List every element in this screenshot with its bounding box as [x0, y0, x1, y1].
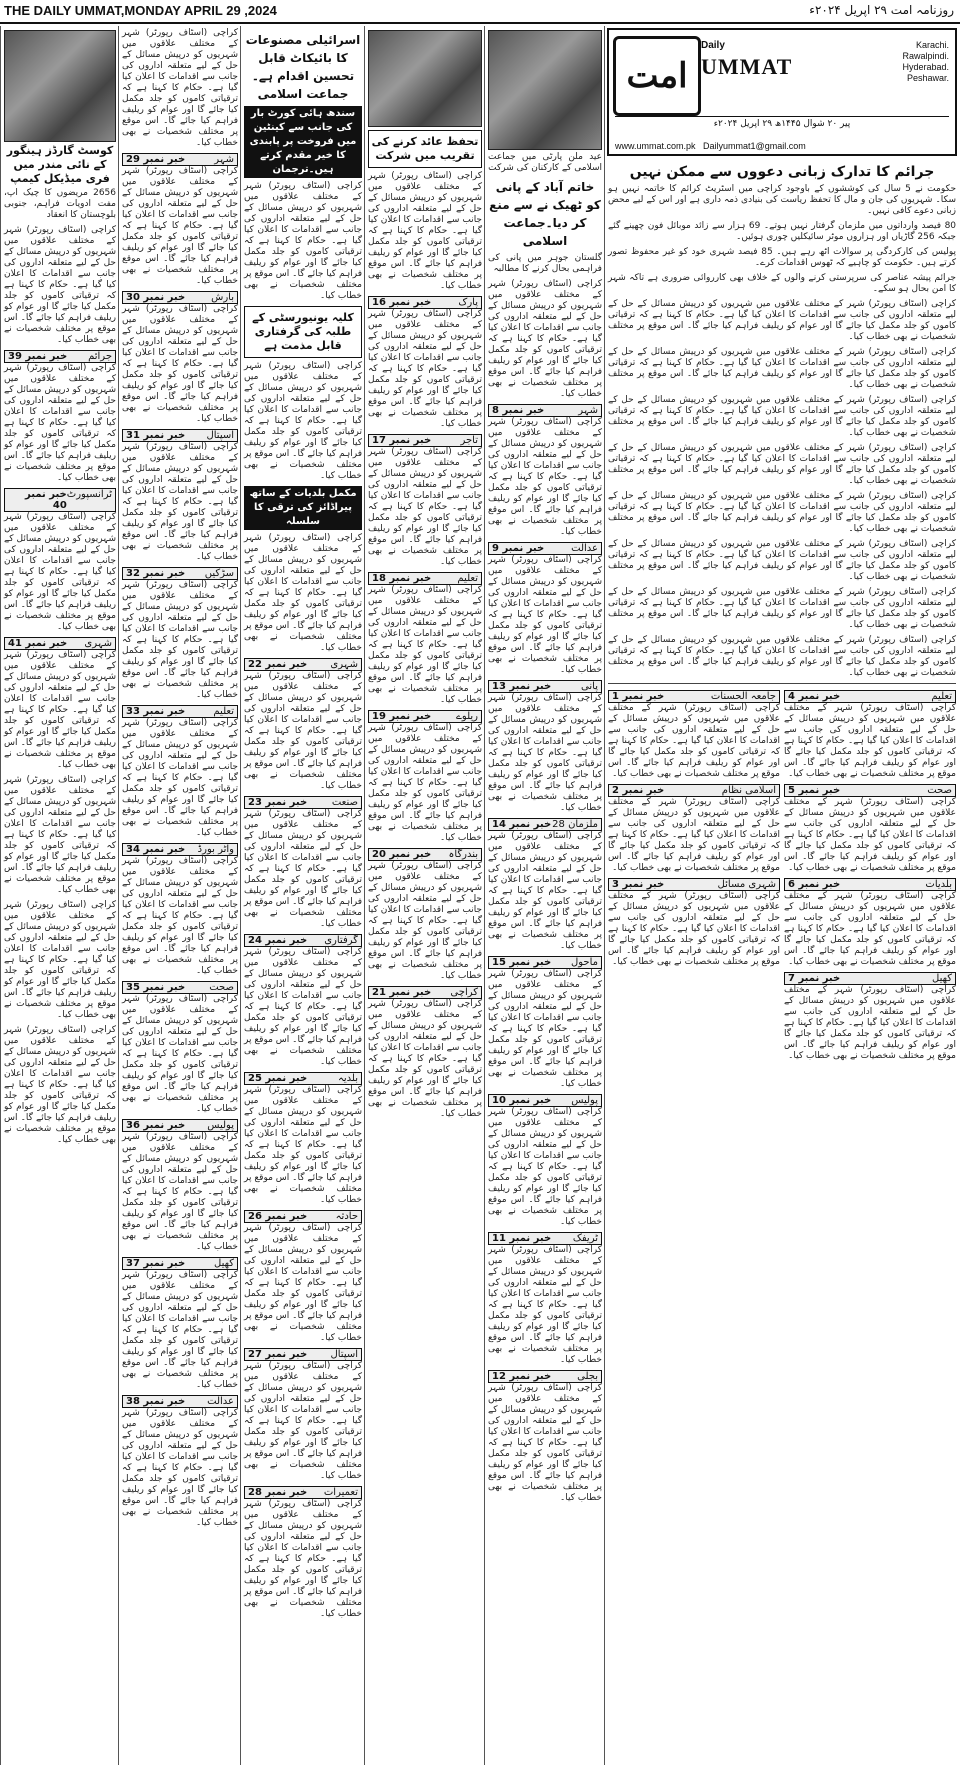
brief-24: خبر نمبر 24 گرفتاری کراچی (اسٹاف رپورٹر) شہر کے مختلف علاقوں میں شہریوں کو درپیش مسائل کے حل کے لیے متعلقہ اداروں کی جانب سے اقدامات کا اعلان کیا گیا ہے۔ حکام کا کہنا ہے کہ ترقیاتی کاموں کو جلد مکمل کیا جائے گا اور عوام کو ریلیف فراہم کیا جائے گا۔ اس موقع پر مختلف شخصیات نے بھی خطاب کیا۔ [244, 935, 362, 1067]
brief-37: خبر نمبر 37 کھیل کراچی (اسٹاف رپورٹر) شہر کے مختلف علاقوں میں شہریوں کو درپیش مسائل کے حل کے لیے متعلقہ اداروں کی جانب سے اقدامات کا اعلان کیا گیا ہے۔ حکام کا کہنا ہے کہ ترقیاتی کاموں کو جلد مکمل کیا جائے گا اور عوام کو ریلیف فراہم کیا جائے گا۔ اس موقع پر مختلف شخصیات نے بھی خطاب کیا۔ [122, 1258, 238, 1390]
development-sub: مکمل بلدیات کے ساتھ پیراڈائز کی ترقی کا سلسلہ [244, 486, 362, 530]
brief-32: خبر نمبر 32 سڑکیں کراچی (اسٹاف رپورٹر) شہر کے مختلف علاقوں میں شہریوں کو درپیش مسائل کے حل کے لیے متعلقہ اداروں کی جانب سے اقدامات کا اعلان کیا گیا ہے۔ حکام کا کہنا ہے کہ ترقیاتی کاموں کو جلد مکمل کیا جائے گا اور عوام کو ریلیف فراہم کیا جائے گا۔ اس موقع پر مختلف شخصیات نے بھی خطاب کیا۔ [122, 568, 238, 700]
masthead-daily: Daily [701, 40, 725, 51]
masthead-date: پیر ۲۰ شوال ۱۴۴۵ھ ۲۹ اپریل ۲۰۲۴ء [615, 116, 949, 129]
brief-18: خبر نمبر 18 تعلیم کراچی (اسٹاف رپورٹر) شہر کے مختلف علاقوں میں شہریوں کو درپیش مسائل کے حل کے لیے متعلقہ اداروں کی جانب سے اقدامات کا اعلان کیا گیا ہے۔ حکام کا کہنا ہے کہ ترقیاتی کاموں کو جلد مکمل کیا جائے گا اور عوام کو ریلیف فراہم کیا جائے گا۔ اس موقع پر مختلف شخصیات نے بھی خطاب کیا۔ [368, 573, 482, 705]
editorial-para: پولیس کی کارکردگی پر سوالات اٹھ رہے ہیں۔ 85 فیصد شہری خود کو غیر محفوظ تصور کرتے ہیں۔ حکومت کو چاہیے کہ ٹھوس اقدامات کرے۔ [608, 247, 956, 268]
editorial-para: جرائم پیشہ عناصر کی سرپرستی کرنے والوں کے خلاف بھی کارروائی ضروری ہے تاکہ شہر کا امن بحال ہو سکے۔ [608, 273, 956, 294]
page-header [0, 0, 960, 24]
brief-19: خبر نمبر 19 ریلوے کراچی (اسٹاف رپورٹر) شہر کے مختلف علاقوں میں شہریوں کو درپیش مسائل کے حل کے لیے متعلقہ اداروں کی جانب سے اقدامات کا اعلان کیا گیا ہے۔ حکام کا کہنا ہے کہ ترقیاتی کاموں کو جلد مکمل کیا جائے گا اور عوام کو ریلیف فراہم کیا جائے گا۔ اس موقع پر مختلف شخصیات نے بھی خطاب کیا۔ [368, 711, 482, 843]
brief-41: خبر نمبر 41 شہری کراچی (اسٹاف رپورٹر) شہر کے مختلف علاقوں میں شہریوں کو درپیش مسائل کے حل کے لیے متعلقہ اداروں کی جانب سے اقدامات کا اعلان کیا گیا ہے۔ حکام کا کہنا ہے کہ ترقیاتی کاموں کو جلد مکمل کیا جائے گا اور عوام کو ریلیف فراہم کیا جائے گا۔ اس موقع پر مختلف شخصیات نے بھی خطاب کیا۔ کراچی (اسٹاف رپورٹر) شہر کے مختلف علاقوں میں شہریوں کو درپیش مسائل کے حل کے لیے متعلقہ اداروں کی جانب سے اقدامات کا اعلان کیا گیا ہے۔ حکام کا کہنا ہے کہ ترقیاتی کاموں کو جلد مکمل کیا جائے گا اور عوام کو ریلیف فراہم کیا جائے گا۔ اس موقع پر مختلف شخصیات نے بھی خطاب کیا۔ کراچی (اسٹاف رپورٹر) شہر کے مختلف علاقوں میں شہریوں کو درپیش مسائل کے حل کے لیے متعلقہ اداروں کی جانب سے اقدامات کا اعلان کیا گیا ہے۔ حکام کا کہنا ہے کہ ترقیاتی کاموں کو جلد مکمل کیا جائے گا اور عوام کو ریلیف فراہم کیا جائے گا۔ اس موقع پر مختلف شخصیات نے بھی خطاب کیا۔ کراچی (اسٹاف رپورٹر) شہر کے مختلف علاقوں میں شہریوں کو درپیش مسائل کے حل کے لیے متعلقہ اداروں کی جانب سے اقدامات کا اعلان کیا گیا ہے۔ حکام کا کہنا ہے کہ ترقیاتی کاموں کو جلد مکمل کیا جائے گا اور عوام کو ریلیف فراہم کیا جائے گا۔ اس موقع پر مختلف شخصیات نے بھی خطاب کیا۔ [4, 638, 116, 1145]
column-4: تحفظ عائد کرنے کی تقریب میں شرکت کراچی (اسٹاف رپورٹر) شہر کے مختلف علاقوں میں شہریوں کو درپیش مسائل کے حل کے لیے متعلقہ اداروں کی جانب سے اقدامات کا اعلان کیا گیا ہے۔ حکام کا کہنا ہے کہ ترقیاتی کاموں کو جلد مکمل کیا جائے گا اور عوام کو ریلیف فراہم کیا جائے گا۔ اس موقع پر مختلف شخصیات نے بھی خطاب کیا۔ خبر نمبر 16 پارک کراچی (اسٹاف رپورٹر) شہر کے مختلف علاقوں میں شہریوں کو درپیش مسائل کے حل کے لیے متعلقہ اداروں کی جانب سے اقدامات کا اعلان کیا گیا ہے۔ حکام کا کہنا ہے کہ ترقیاتی کاموں کو جلد مکمل کیا جائے گا اور عوام کو ریلیف فراہم کیا جائے گا۔ اس موقع پر مختلف شخصیات نے بھی خطاب کیا۔ خبر نمبر 17 تاجر کراچی (اسٹاف رپورٹر) شہر کے مختلف علاقوں میں شہریوں کو درپیش مسائل کے حل کے لیے متعلقہ اداروں کی جانب سے اقدامات کا اعلان کیا گیا ہے۔ حکام کا کہنا ہے کہ ترقیاتی کاموں کو جلد مکمل کیا جائے گا اور عوام کو ریلیف فراہم کیا جائے گا۔ اس موقع پر مختلف شخصیات نے بھی خطاب کیا۔ خبر نمبر 18 تعلیم کراچی (اسٹاف رپورٹر) شہر کے مختلف علاقوں میں شہریوں کو درپیش مسائل کے حل کے لیے متعلقہ اداروں کی جانب سے اقدامات کا اعلان کیا گیا ہے۔ حکام کا کہنا ہے کہ ترقیاتی کاموں کو جلد مکمل کیا جائے گا اور عوام کو ریلیف فراہم کیا جائے گا۔ اس موقع پر مختلف شخصیات نے بھی خطاب کیا۔ خبر نمبر 19 ریلوے کراچی (اسٹاف رپورٹر) شہر کے مختلف علاقوں میں شہریوں کو درپیش مسائل کے حل کے لیے متعلقہ اداروں کی جانب سے اقدامات کا اعلان کیا گیا ہے۔ حکام کا کہنا ہے کہ ترقیاتی کاموں کو جلد مکمل کیا جائے گا اور عوام کو ریلیف فراہم کیا جائے گا۔ اس موقع پر مختلف شخصیات نے بھی خطاب کیا۔ خبر نمبر 20 بندرگاہ کراچی (اسٹاف رپورٹر) شہر کے مختلف علاقوں میں شہریوں کو درپیش مسائل کے حل کے لیے متعلقہ اداروں کی جانب سے اقدامات کا اعلان کیا گیا ہے۔ حکام کا کہنا ہے کہ ترقیاتی کاموں کو جلد مکمل کیا جائے گا اور عوام کو ریلیف فراہم کیا جائے گا۔ اس موقع پر مختلف شخصیات نے بھی خطاب کیا۔ خبر نمبر 21 کراچی کراچی (اسٹاف رپورٹر) شہر کے مختلف علاقوں میں شہریوں کو درپیش مسائل کے حل کے لیے متعلقہ اداروں کی جانب سے اقدامات کا اعلان کیا گیا ہے۔ حکام کا کہنا ہے کہ ترقیاتی کاموں کو جلد مکمل کیا جائے گا اور عوام کو ریلیف فراہم کیا جائے گا۔ اس موقع پر مختلف شخصیات نے بھی خطاب کیا۔ [364, 26, 485, 1765]
brief-1: خبر نمبر 1 جامعہ الحسنات کراچی (اسٹاف رپورٹر) شہر کے مختلف علاقوں میں شہریوں کو درپیش مسائل کے حل کے لیے متعلقہ اداروں کی جانب سے اقدامات کا اعلان کیا گیا ہے۔ حکام کا کہنا ہے کہ ترقیاتی کاموں کو جلد مکمل کیا جائے گا اور عوام کو ریلیف فراہم کیا جائے گا۔ اس موقع پر مختلف شخصیات نے بھی خطاب کیا۔ [608, 691, 780, 779]
brief-25: خبر نمبر 25 بلدیہ کراچی (اسٹاف رپورٹر) شہر کے مختلف علاقوں میں شہریوں کو درپیش مسائل کے حل کے لیے متعلقہ اداروں کی جانب سے اقدامات کا اعلان کیا گیا ہے۔ حکام کا کہنا ہے کہ ترقیاتی کاموں کو جلد مکمل کیا جائے گا اور عوام کو ریلیف فراہم کیا جائے گا۔ اس موقع پر مختلف شخصیات نے بھی خطاب کیا۔ [244, 1073, 362, 1205]
ceremony-box: تحفظ عائد کرنے کی تقریب میں شرکت [368, 130, 482, 168]
brief-15: خبر نمبر 15 ماحول کراچی (اسٹاف رپورٹر) شہر کے مختلف علاقوں میں شہریوں کو درپیش مسائل کے حل کے لیے متعلقہ اداروں کی جانب سے اقدامات کا اعلان کیا گیا ہے۔ حکام کا کہنا ہے کہ ترقیاتی کاموں کو جلد مکمل کیا جائے گا اور عوام کو ریلیف فراہم کیا جائے گا۔ اس موقع پر مختلف شخصیات نے بھی خطاب کیا۔ [488, 957, 602, 1089]
column-6: امت Daily UMMAT Karachi. Rawalpindi. Hyderabad. Peshawar. پیر ۲۰ شوال ۱۴۴۵ھ ۲۹ اپریل ۲۰۲۴ء www.ummat.com.pk Dailyummat1@gmail.com جرائم کا تدارک زبانی دعووں سے ممکن نہیں حکومت نے 5 سال کی کوششوں کے باوجود کراچی میں اسٹریٹ کرائم کا خاتمہ نہیں ہو سکا۔ شہریوں کی جان و مال کا تحفظ ریاست کی بنیادی ذمہ داری ہے اور اس کے لیے محض زبانی دعوے کافی نہیں۔ 80 فیصد وارداتوں میں ملزمان گرفتار نہیں ہوتے۔ 69 ہزار سے زائد موبائل فون چھینے گئے جبکہ 256 گاڑیاں اور ہزاروں موٹر سائیکلیں چوری ہوئیں۔ پولیس کی کارکردگی پر سوالات اٹھ رہے ہیں۔ 85 فیصد شہری خود کو غیر محفوظ تصور کرتے ہیں۔ حکومت کو چاہیے کہ ٹھوس اقدامات کرے۔ جرائم پیشہ عناصر کی سرپرستی کرنے والوں کے خلاف بھی کارروائی ضروری ہے تاکہ شہر کا امن بحال ہو سکے۔ کراچی (اسٹاف رپورٹر) شہر کے مختلف علاقوں میں شہریوں کو درپیش مسائل کے حل کے لیے متعلقہ اداروں کی جانب سے اقدامات کا اعلان کیا گیا ہے۔ حکام کا کہنا ہے کہ ترقیاتی کاموں کو جلد مکمل کیا جائے گا اور عوام کو ریلیف فراہم کیا جائے گا۔ اس موقع پر مختلف شخصیات نے بھی خطاب کیا۔ کراچی (اسٹاف رپورٹر) شہر کے مختلف علاقوں میں شہریوں کو درپیش مسائل کے حل کے لیے متعلقہ اداروں کی جانب سے اقدامات کا اعلان کیا گیا ہے۔ حکام کا کہنا ہے کہ ترقیاتی کاموں کو جلد مکمل کیا جائے گا اور عوام کو ریلیف فراہم کیا جائے گا۔ اس موقع پر مختلف شخصیات نے بھی خطاب کیا۔ کراچی (اسٹاف رپورٹر) شہر کے مختلف علاقوں میں شہریوں کو درپیش مسائل کے حل کے لیے متعلقہ اداروں کی جانب سے اقدامات کا اعلان کیا گیا ہے۔ حکام کا کہنا ہے کہ ترقیاتی کاموں کو جلد مکمل کیا جائے گا اور عوام کو ریلیف فراہم کیا جائے گا۔ اس موقع پر مختلف شخصیات نے بھی خطاب کیا۔ کراچی (اسٹاف رپورٹر) شہر کے مختلف علاقوں میں شہریوں کو درپیش مسائل کے حل کے لیے متعلقہ اداروں کی جانب سے اقدامات کا اعلان کیا گیا ہے۔ حکام کا کہنا ہے کہ ترقیاتی کاموں کو جلد مکمل کیا جائے گا اور عوام کو ریلیف فراہم کیا جائے گا۔ اس موقع پر مختلف شخصیات نے بھی خطاب کیا۔ کراچی (اسٹاف رپورٹر) شہر کے مختلف علاقوں میں شہریوں کو درپیش مسائل کے حل کے لیے متعلقہ اداروں کی جانب سے اقدامات کا اعلان کیا گیا ہے۔ حکام کا کہنا ہے کہ ترقیاتی کاموں کو جلد مکمل کیا جائے گا اور عوام کو ریلیف فراہم کیا جائے گا۔ اس موقع پر مختلف شخصیات نے بھی خطاب کیا۔ کراچی (اسٹاف رپورٹر) شہر کے مختلف علاقوں میں شہریوں کو درپیش مسائل کے حل کے لیے متعلقہ اداروں کی جانب سے اقدامات کا اعلان کیا گیا ہے۔ حکام کا کہنا ہے کہ ترقیاتی کاموں کو جلد مکمل کیا جائے گا اور عوام کو ریلیف فراہم کیا جائے گا۔ اس موقع پر مختلف شخصیات نے بھی خطاب کیا۔ کراچی (اسٹاف رپورٹر) شہر کے مختلف علاقوں میں شہریوں کو درپیش مسائل کے حل کے لیے متعلقہ اداروں کی جانب سے اقدامات کا اعلان کیا گیا ہے۔ حکام کا کہنا ہے کہ ترقیاتی کاموں کو جلد مکمل کیا جائے گا اور عوام کو ریلیف فراہم کیا جائے گا۔ اس موقع پر مختلف شخصیات نے بھی خطاب کیا۔ کراچی (اسٹاف رپورٹر) شہر کے مختلف علاقوں میں شہریوں کو درپیش مسائل کے حل کے لیے متعلقہ اداروں کی جانب سے اقدامات کا اعلان کیا گیا ہے۔ حکام کا کہنا ہے کہ ترقیاتی کاموں کو جلد مکمل کیا جائے گا اور عوام کو ریلیف فراہم کیا جائے گا۔ اس موقع پر مختلف شخصیات نے بھی خطاب کیا۔ خبر نمبر 1 جامعہ الحسنات کراچی (اسٹاف رپورٹر) شہر کے مختلف علاقوں میں شہریوں کو درپیش مسائل کے حل کے لیے متعلقہ اداروں کی جانب سے اقدامات کا اعلان کیا گیا ہے۔ حکام کا کہنا ہے کہ ترقیاتی کاموں کو جلد مکمل کیا جائے گا اور عوام کو ریلیف فراہم کیا جائے گا۔ اس موقع پر مختلف شخصیات نے بھی خطاب کیا۔ خبر نمبر 2 اسلامی نظام کراچی (اسٹاف رپورٹر) شہر کے مختلف علاقوں میں شہریوں کو درپیش مسائل کے حل کے لیے متعلقہ اداروں کی جانب سے اقدامات کا اعلان کیا گیا ہے۔ حکام کا کہنا ہے کہ ترقیاتی کاموں کو جلد مکمل کیا جائے گا اور عوام کو ریلیف فراہم کیا جائے گا۔ اس موقع پر مختلف شخصیات نے بھی خطاب کیا۔ خبر نمبر 3 شہری مسائل کراچی (اسٹاف رپورٹر) شہر کے مختلف علاقوں میں شہریوں کو درپیش مسائل کے حل کے لیے متعلقہ اداروں کی جانب سے اقدامات کا اعلان کیا گیا ہے۔ حکام کا کہنا ہے کہ ترقیاتی کاموں کو جلد مکمل کیا جائے گا اور عوام کو ریلیف فراہم کیا جائے گا۔ اس موقع پر مختلف شخصیات نے بھی خطاب کیا۔ خبر نمبر 4 تعلیم کراچی (اسٹاف رپورٹر) شہر کے مختلف علاقوں میں شہریوں کو درپیش مسائل کے حل کے لیے متعلقہ اداروں کی جانب سے اقدامات کا اعلان کیا گیا ہے۔ حکام کا کہنا ہے کہ ترقیاتی کاموں کو جلد مکمل کیا جائے گا اور عوام کو ریلیف فراہم کیا جائے گا۔ اس موقع پر مختلف شخصیات نے بھی خطاب کیا۔ خبر نمبر 5 صحت کراچی (اسٹاف رپورٹر) شہر کے مختلف علاقوں میں شہریوں کو درپیش مسائل کے حل کے لیے متعلقہ اداروں کی جانب سے اقدامات کا اعلان کیا گیا ہے۔ حکام کا کہنا ہے کہ ترقیاتی کاموں کو جلد مکمل کیا جائے گا اور عوام کو ریلیف فراہم کیا جائے گا۔ اس موقع پر مختلف شخصیات نے بھی خطاب کیا۔ خبر نمبر 6 بلدیات کراچی (اسٹاف رپورٹر) شہر کے مختلف علاقوں میں شہریوں کو درپیش مسائل کے حل کے لیے متعلقہ اداروں کی جانب سے اقدامات کا اعلان کیا گیا ہے۔ حکام کا کہنا ہے کہ ترقیاتی کاموں کو جلد مکمل کیا جائے گا اور عوام کو ریلیف فراہم کیا جائے گا۔ اس موقع پر مختلف شخصیات نے بھی خطاب کیا۔ خبر نمبر 7 کھیل کراچی (اسٹاف رپورٹر) شہر کے مختلف علاقوں میں شہریوں کو درپیش مسائل کے حل کے لیے متعلقہ اداروں کی جانب سے اقدامات کا اعلان کیا گیا ہے۔ حکام کا کہنا ہے کہ ترقیاتی کاموں کو جلد مکمل کیا جائے گا اور عوام کو ریلیف فراہم کیا جائے گا۔ اس موقع پر مختلف شخصیات نے بھی خطاب کیا۔ [604, 26, 959, 1765]
masthead-cities: Karachi. Rawalpindi. Hyderabad. Peshawar. [902, 40, 949, 83]
masthead [607, 28, 957, 156]
header-date-english: THE DAILY UMMAT,MONDAY APRIL 29 ,2024 [4, 3, 277, 18]
coast-guard-headline: کوسٹ گارڈز ہینگور کے نائی مندر میں فری میڈیکل کیمپ [6, 144, 114, 185]
header-date-urdu: روزنامہ امت ۲۹ اپریل ۲۰۲۴ء [809, 3, 954, 17]
brief-6: خبر نمبر 6 بلدیات کراچی (اسٹاف رپورٹر) شہر کے مختلف علاقوں میں شہریوں کو درپیش مسائل کے حل کے لیے متعلقہ اداروں کی جانب سے اقدامات کا اعلان کیا گیا ہے۔ حکام کا کہنا ہے کہ ترقیاتی کاموں کو جلد مکمل کیا جائے گا اور عوام کو ریلیف فراہم کیا جائے گا۔ اس موقع پر مختلف شخصیات نے بھی خطاب کیا۔ [784, 879, 956, 967]
brief-label: خبر نمبر 39 جرائم [4, 350, 116, 363]
brief-3: خبر نمبر 3 شہری مسائل کراچی (اسٹاف رپورٹر) شہر کے مختلف علاقوں میں شہریوں کو درپیش مسائل کے حل کے لیے متعلقہ اداروں کی جانب سے اقدامات کا اعلان کیا گیا ہے۔ حکام کا کہنا ہے کہ ترقیاتی کاموں کو جلد مکمل کیا جائے گا اور عوام کو ریلیف فراہم کیا جائے گا۔ اس موقع پر مختلف شخصیات نے بھی خطاب کیا۔ [608, 879, 780, 967]
brief-4: خبر نمبر 4 تعلیم کراچی (اسٹاف رپورٹر) شہر کے مختلف علاقوں میں شہریوں کو درپیش مسائل کے حل کے لیے متعلقہ اداروں کی جانب سے اقدامات کا اعلان کیا گیا ہے۔ حکام کا کہنا ہے کہ ترقیاتی کاموں کو جلد مکمل کیا جائے گا اور عوام کو ریلیف فراہم کیا جائے گا۔ اس موقع پر مختلف شخصیات نے بھی خطاب کیا۔ [784, 691, 956, 779]
brief-23: خبر نمبر 23 صنعت کراچی (اسٹاف رپورٹر) شہر کے مختلف علاقوں میں شہریوں کو درپیش مسائل کے حل کے لیے متعلقہ اداروں کی جانب سے اقدامات کا اعلان کیا گیا ہے۔ حکام کا کہنا ہے کہ ترقیاتی کاموں کو جلد مکمل کیا جائے گا اور عوام کو ریلیف فراہم کیا جائے گا۔ اس موقع پر مختلف شخصیات نے بھی خطاب کیا۔ [244, 797, 362, 929]
brief-9: خبر نمبر 9 عدالت کراچی (اسٹاف رپورٹر) شہر کے مختلف علاقوں میں شہریوں کو درپیش مسائل کے حل کے لیے متعلقہ اداروں کی جانب سے اقدامات کا اعلان کیا گیا ہے۔ حکام کا کہنا ہے کہ ترقیاتی کاموں کو جلد مکمل کیا جائے گا اور عوام کو ریلیف فراہم کیا جائے گا۔ اس موقع پر مختلف شخصیات نے بھی خطاب کیا۔ [488, 543, 602, 675]
brief-10: خبر نمبر 10 پولیس کراچی (اسٹاف رپورٹر) شہر کے مختلف علاقوں میں شہریوں کو درپیش مسائل کے حل کے لیے متعلقہ اداروں کی جانب سے اقدامات کا اعلان کیا گیا ہے۔ حکام کا کہنا ہے کہ ترقیاتی کاموں کو جلد مکمل کیا جائے گا اور عوام کو ریلیف فراہم کیا جائے گا۔ اس موقع پر مختلف شخصیات نے بھی خطاب کیا۔ [488, 1095, 602, 1227]
brief-34: خبر نمبر 34 واٹر بورڈ کراچی (اسٹاف رپورٹر) شہر کے مختلف علاقوں میں شہریوں کو درپیش مسائل کے حل کے لیے متعلقہ اداروں کی جانب سے اقدامات کا اعلان کیا گیا ہے۔ حکام کا کہنا ہے کہ ترقیاتی کاموں کو جلد مکمل کیا جائے گا اور عوام کو ریلیف فراہم کیا جائے گا۔ اس موقع پر مختلف شخصیات نے بھی خطاب کیا۔ [122, 844, 238, 976]
masthead-website: www.ummat.com.pk Dailyummat1@gmail.com [615, 141, 806, 151]
brief-2: خبر نمبر 2 اسلامی نظام کراچی (اسٹاف رپورٹر) شہر کے مختلف علاقوں میں شہریوں کو درپیش مسائل کے حل کے لیے متعلقہ اداروں کی جانب سے اقدامات کا اعلان کیا گیا ہے۔ حکام کا کہنا ہے کہ ترقیاتی کاموں کو جلد مکمل کیا جائے گا اور عوام کو ریلیف فراہم کیا جائے گا۔ اس موقع پر مختلف شخصیات نے بھی خطاب کیا۔ [608, 785, 780, 873]
brief-8: خبر نمبر 8 شہر کراچی (اسٹاف رپورٹر) شہر کے مختلف علاقوں میں شہریوں کو درپیش مسائل کے حل کے لیے متعلقہ اداروں کی جانب سے اقدامات کا اعلان کیا گیا ہے۔ حکام کا کہنا ہے کہ ترقیاتی کاموں کو جلد مکمل کیا جائے گا اور عوام کو ریلیف فراہم کیا جائے گا۔ اس موقع پر مختلف شخصیات نے بھی خطاب کیا۔ [488, 405, 602, 537]
ummat-logo: امت [613, 36, 701, 116]
press-conference-photo [368, 30, 482, 127]
masthead-title: UMMAT [701, 54, 793, 79]
brief-35: خبر نمبر 35 صحت کراچی (اسٹاف رپورٹر) شہر کے مختلف علاقوں میں شہریوں کو درپیش مسائل کے حل کے لیے متعلقہ اداروں کی جانب سے اقدامات کا اعلان کیا گیا ہے۔ حکام کا کہنا ہے کہ ترقیاتی کاموں کو جلد مکمل کیا جائے گا اور عوام کو ریلیف فراہم کیا جائے گا۔ اس موقع پر مختلف شخصیات نے بھی خطاب کیا۔ [122, 982, 238, 1114]
water-sub: گلستان جوہر میں پانی کی فراہمی بحال کرنے کا مطالبہ [488, 253, 602, 274]
boycott-headline: اسرائیلی مصنوعات کا بائیکاٹ قابل تحسین اقدام ہے۔جماعت اسلامی [245, 33, 361, 101]
rally-caption: عید ملن پارٹی میں جماعت اسلامی کے کارکنان کی شرکت [488, 152, 602, 173]
brief-28: خبر نمبر 28 تعمیرات کراچی (اسٹاف رپورٹر) شہر کے مختلف علاقوں میں شہریوں کو درپیش مسائل کے حل کے لیے متعلقہ اداروں کی جانب سے اقدامات کا اعلان کیا گیا ہے۔ حکام کا کہنا ہے کہ ترقیاتی کاموں کو جلد مکمل کیا جائے گا اور عوام کو ریلیف فراہم کیا جائے گا۔ اس موقع پر مختلف شخصیات نے بھی خطاب کیا۔ [244, 1487, 362, 1619]
brief-label: خبر نمبر 41 شہری [4, 637, 116, 650]
brief-20: خبر نمبر 20 بندرگاہ کراچی (اسٹاف رپورٹر) شہر کے مختلف علاقوں میں شہریوں کو درپیش مسائل کے حل کے لیے متعلقہ اداروں کی جانب سے اقدامات کا اعلان کیا گیا ہے۔ حکام کا کہنا ہے کہ ترقیاتی کاموں کو جلد مکمل کیا جائے گا اور عوام کو ریلیف فراہم کیا جائے گا۔ اس موقع پر مختلف شخصیات نے بھی خطاب کیا۔ [368, 849, 482, 981]
brief-11: خبر نمبر 11 ٹریفک کراچی (اسٹاف رپورٹر) شہر کے مختلف علاقوں میں شہریوں کو درپیش مسائل کے حل کے لیے متعلقہ اداروں کی جانب سے اقدامات کا اعلان کیا گیا ہے۔ حکام کا کہنا ہے کہ ترقیاتی کاموں کو جلد مکمل کیا جائے گا اور عوام کو ریلیف فراہم کیا جائے گا۔ اس موقع پر مختلف شخصیات نے بھی خطاب کیا۔ [488, 1233, 602, 1365]
brief-12: خبر نمبر 12 بجلی کراچی (اسٹاف رپورٹر) شہر کے مختلف علاقوں میں شہریوں کو درپیش مسائل کے حل کے لیے متعلقہ اداروں کی جانب سے اقدامات کا اعلان کیا گیا ہے۔ حکام کا کہنا ہے کہ ترقیاتی کاموں کو جلد مکمل کیا جائے گا اور عوام کو ریلیف فراہم کیا جائے گا۔ اس موقع پر مختلف شخصیات نے بھی خطاب کیا۔ [488, 1371, 602, 1503]
column-3: اسرائیلی مصنوعات کا بائیکاٹ قابل تحسین اقدام ہے۔جماعت اسلامی سندھ ہائی کورٹ بار کی جانب سے کینٹین میں فروخت پر پابندی کا خیر مقدم کرتے ہیں۔ترجمان کراچی (اسٹاف رپورٹر) شہر کے مختلف علاقوں میں شہریوں کو درپیش مسائل کے حل کے لیے متعلقہ اداروں کی جانب سے اقدامات کا اعلان کیا گیا ہے۔ حکام کا کہنا ہے کہ ترقیاتی کاموں کو جلد مکمل کیا جائے گا اور عوام کو ریلیف فراہم کیا جائے گا۔ اس موقع پر مختلف شخصیات نے بھی خطاب کیا۔ کلیہ یونیورسٹی کے طلبہ کی گرفتاری قابل مذمت ہے کراچی (اسٹاف رپورٹر) شہر کے مختلف علاقوں میں شہریوں کو درپیش مسائل کے حل کے لیے متعلقہ اداروں کی جانب سے اقدامات کا اعلان کیا گیا ہے۔ حکام کا کہنا ہے کہ ترقیاتی کاموں کو جلد مکمل کیا جائے گا اور عوام کو ریلیف فراہم کیا جائے گا۔ اس موقع پر مختلف شخصیات نے بھی خطاب کیا۔ مکمل بلدیات کے ساتھ پیراڈائز کی ترقی کا سلسلہ کراچی (اسٹاف رپورٹر) شہر کے مختلف علاقوں میں شہریوں کو درپیش مسائل کے حل کے لیے متعلقہ اداروں کی جانب سے اقدامات کا اعلان کیا گیا ہے۔ حکام کا کہنا ہے کہ ترقیاتی کاموں کو جلد مکمل کیا جائے گا اور عوام کو ریلیف فراہم کیا جائے گا۔ اس موقع پر مختلف شخصیات نے بھی خطاب کیا۔ خبر نمبر 22 شہری کراچی (اسٹاف رپورٹر) شہر کے مختلف علاقوں میں شہریوں کو درپیش مسائل کے حل کے لیے متعلقہ اداروں کی جانب سے اقدامات کا اعلان کیا گیا ہے۔ حکام کا کہنا ہے کہ ترقیاتی کاموں کو جلد مکمل کیا جائے گا اور عوام کو ریلیف فراہم کیا جائے گا۔ اس موقع پر مختلف شخصیات نے بھی خطاب کیا۔ خبر نمبر 23 صنعت کراچی (اسٹاف رپورٹر) شہر کے مختلف علاقوں میں شہریوں کو درپیش مسائل کے حل کے لیے متعلقہ اداروں کی جانب سے اقدامات کا اعلان کیا گیا ہے۔ حکام کا کہنا ہے کہ ترقیاتی کاموں کو جلد مکمل کیا جائے گا اور عوام کو ریلیف فراہم کیا جائے گا۔ اس موقع پر مختلف شخصیات نے بھی خطاب کیا۔ خبر نمبر 24 گرفتاری کراچی (اسٹاف رپورٹر) شہر کے مختلف علاقوں میں شہریوں کو درپیش مسائل کے حل کے لیے متعلقہ اداروں کی جانب سے اقدامات کا اعلان کیا گیا ہے۔ حکام کا کہنا ہے کہ ترقیاتی کاموں کو جلد مکمل کیا جائے گا اور عوام کو ریلیف فراہم کیا جائے گا۔ اس موقع پر مختلف شخصیات نے بھی خطاب کیا۔ خبر نمبر 25 بلدیہ کراچی (اسٹاف رپورٹر) شہر کے مختلف علاقوں میں شہریوں کو درپیش مسائل کے حل کے لیے متعلقہ اداروں کی جانب سے اقدامات کا اعلان کیا گیا ہے۔ حکام کا کہنا ہے کہ ترقیاتی کاموں کو جلد مکمل کیا جائے گا اور عوام کو ریلیف فراہم کیا جائے گا۔ اس موقع پر مختلف شخصیات نے بھی خطاب کیا۔ خبر نمبر 26 حادثہ کراچی (اسٹاف رپورٹر) شہر کے مختلف علاقوں میں شہریوں کو درپیش مسائل کے حل کے لیے متعلقہ اداروں کی جانب سے اقدامات کا اعلان کیا گیا ہے۔ حکام کا کہنا ہے کہ ترقیاتی کاموں کو جلد مکمل کیا جائے گا اور عوام کو ریلیف فراہم کیا جائے گا۔ اس موقع پر مختلف شخصیات نے بھی خطاب کیا۔ خبر نمبر 27 اسپتال کراچی (اسٹاف رپورٹر) شہر کے مختلف علاقوں میں شہریوں کو درپیش مسائل کے حل کے لیے متعلقہ اداروں کی جانب سے اقدامات کا اعلان کیا گیا ہے۔ حکام کا کہنا ہے کہ ترقیاتی کاموں کو جلد مکمل کیا جائے گا اور عوام کو ریلیف فراہم کیا جائے گا۔ اس موقع پر مختلف شخصیات نے بھی خطاب کیا۔ خبر نمبر 28 تعمیرات کراچی (اسٹاف رپورٹر) شہر کے مختلف علاقوں میں شہریوں کو درپیش مسائل کے حل کے لیے متعلقہ اداروں کی جانب سے اقدامات کا اعلان کیا گیا ہے۔ حکام کا کہنا ہے کہ ترقیاتی کاموں کو جلد مکمل کیا جائے گا اور عوام کو ریلیف فراہم کیا جائے گا۔ اس موقع پر مختلف شخصیات نے بھی خطاب کیا۔ [240, 26, 365, 1765]
brief-30: خبر نمبر 30 بارش کراچی (اسٹاف رپورٹر) شہر کے مختلف علاقوں میں شہریوں کو درپیش مسائل کے حل کے لیے متعلقہ اداروں کی جانب سے اقدامات کا اعلان کیا گیا ہے۔ حکام کا کہنا ہے کہ ترقیاتی کاموں کو جلد مکمل کیا جائے گا اور عوام کو ریلیف فراہم کیا جائے گا۔ اس موقع پر مختلف شخصیات نے بھی خطاب کیا۔ [122, 292, 238, 424]
brief-21: خبر نمبر 21 کراچی کراچی (اسٹاف رپورٹر) شہر کے مختلف علاقوں میں شہریوں کو درپیش مسائل کے حل کے لیے متعلقہ اداروں کی جانب سے اقدامات کا اعلان کیا گیا ہے۔ حکام کا کہنا ہے کہ ترقیاتی کاموں کو جلد مکمل کیا جائے گا اور عوام کو ریلیف فراہم کیا جائے گا۔ اس موقع پر مختلف شخصیات نے بھی خطاب کیا۔ [368, 987, 482, 1119]
brief-7: خبر نمبر 7 کھیل کراچی (اسٹاف رپورٹر) شہر کے مختلف علاقوں میں شہریوں کو درپیش مسائل کے حل کے لیے متعلقہ اداروں کی جانب سے اقدامات کا اعلان کیا گیا ہے۔ حکام کا کہنا ہے کہ ترقیاتی کاموں کو جلد مکمل کیا جائے گا اور عوام کو ریلیف فراہم کیا جائے گا۔ اس موقع پر مختلف شخصیات نے بھی خطاب کیا۔ [784, 973, 956, 1061]
editorial-para: 80 فیصد وارداتوں میں ملزمان گرفتار نہیں ہوتے۔ 69 ہزار سے زائد موبائل فون چھینے گئے جبکہ 256 گاڑیاں اور ہزاروں موٹر سائیکلیں چوری ہوئیں۔ [608, 221, 957, 242]
brief-39: خبر نمبر 39 جرائم کراچی (اسٹاف رپورٹر) شہر کے مختلف علاقوں میں شہریوں کو درپیش مسائل کے حل کے لیے متعلقہ اداروں کی جانب سے اقدامات کا اعلان کیا گیا ہے۔ حکام کا کہنا ہے کہ ترقیاتی کاموں کو جلد مکمل کیا جائے گا اور عوام کو ریلیف فراہم کیا جائے گا۔ اس موقع پر مختلف شخصیات نے بھی خطاب کیا۔ [4, 351, 116, 483]
coast-guard-sub: 2656 مریضوں کا چیک اپ، مفت ادویات فراہم، جنوبی بلوچستان کا انعقاد [4, 188, 116, 220]
brief-17: خبر نمبر 17 تاجر کراچی (اسٹاف رپورٹر) شہر کے مختلف علاقوں میں شہریوں کو درپیش مسائل کے حل کے لیے متعلقہ اداروں کی جانب سے اقدامات کا اعلان کیا گیا ہے۔ حکام کا کہنا ہے کہ ترقیاتی کاموں کو جلد مکمل کیا جائے گا اور عوام کو ریلیف فراہم کیا جائے گا۔ اس موقع پر مختلف شخصیات نے بھی خطاب کیا۔ [368, 435, 482, 567]
brief-33: خبر نمبر 33 تعلیم کراچی (اسٹاف رپورٹر) شہر کے مختلف علاقوں میں شہریوں کو درپیش مسائل کے حل کے لیے متعلقہ اداروں کی جانب سے اقدامات کا اعلان کیا گیا ہے۔ حکام کا کہنا ہے کہ ترقیاتی کاموں کو جلد مکمل کیا جائے گا اور عوام کو ریلیف فراہم کیا جائے گا۔ اس موقع پر مختلف شخصیات نے بھی خطاب کیا۔ [122, 706, 238, 838]
brief-16: خبر نمبر 16 پارک کراچی (اسٹاف رپورٹر) شہر کے مختلف علاقوں میں شہریوں کو درپیش مسائل کے حل کے لیے متعلقہ اداروں کی جانب سے اقدامات کا اعلان کیا گیا ہے۔ حکام کا کہنا ہے کہ ترقیاتی کاموں کو جلد مکمل کیا جائے گا اور عوام کو ریلیف فراہم کیا جائے گا۔ اس موقع پر مختلف شخصیات نے بھی خطاب کیا۔ [368, 297, 482, 429]
brief-14: خبر نمبر 14 28 ملزمان کراچی (اسٹاف رپورٹر) شہر کے مختلف علاقوں میں شہریوں کو درپیش مسائل کے حل کے لیے متعلقہ اداروں کی جانب سے اقدامات کا اعلان کیا گیا ہے۔ حکام کا کہنا ہے کہ ترقیاتی کاموں کو جلد مکمل کیا جائے گا اور عوام کو ریلیف فراہم کیا جائے گا۔ اس موقع پر مختلف شخصیات نے بھی خطاب کیا۔ [488, 819, 602, 951]
brief-22: خبر نمبر 22 شہری کراچی (اسٹاف رپورٹر) شہر کے مختلف علاقوں میں شہریوں کو درپیش مسائل کے حل کے لیے متعلقہ اداروں کی جانب سے اقدامات کا اعلان کیا گیا ہے۔ حکام کا کہنا ہے کہ ترقیاتی کاموں کو جلد مکمل کیا جائے گا اور عوام کو ریلیف فراہم کیا جائے گا۔ اس موقع پر مختلف شخصیات نے بھی خطاب کیا۔ [244, 659, 362, 791]
brief-26: خبر نمبر 26 حادثہ کراچی (اسٹاف رپورٹر) شہر کے مختلف علاقوں میں شہریوں کو درپیش مسائل کے حل کے لیے متعلقہ اداروں کی جانب سے اقدامات کا اعلان کیا گیا ہے۔ حکام کا کہنا ہے کہ ترقیاتی کاموں کو جلد مکمل کیا جائے گا اور عوام کو ریلیف فراہم کیا جائے گا۔ اس موقع پر مختلف شخصیات نے بھی خطاب کیا۔ [244, 1211, 362, 1343]
rally-photo [488, 30, 602, 150]
editorial-headline: جرائم کا تدارک زبانی دعووں سے ممکن نہیں [629, 164, 935, 180]
water-headline: خاتم آباد کے پانی کو ٹھیک نے سے منع کر دیا۔جماعت اسلامی [489, 180, 601, 248]
brief-5: خبر نمبر 5 صحت کراچی (اسٹاف رپورٹر) شہر کے مختلف علاقوں میں شہریوں کو درپیش مسائل کے حل کے لیے متعلقہ اداروں کی جانب سے اقدامات کا اعلان کیا گیا ہے۔ حکام کا کہنا ہے کہ ترقیاتی کاموں کو جلد مکمل کیا جائے گا اور عوام کو ریلیف فراہم کیا جائے گا۔ اس موقع پر مختلف شخصیات نے بھی خطاب کیا۔ [784, 785, 956, 873]
column-1 [0, 26, 119, 1765]
column-2: کراچی (اسٹاف رپورٹر) شہر کے مختلف علاقوں میں شہریوں کو درپیش مسائل کے حل کے لیے متعلقہ اداروں کی جانب سے اقدامات کا اعلان کیا گیا ہے۔ حکام کا کہنا ہے کہ ترقیاتی کاموں کو جلد مکمل کیا جائے گا اور عوام کو ریلیف فراہم کیا جائے گا۔ اس موقع پر مختلف شخصیات نے بھی خطاب کیا۔ خبر نمبر 29 شہر کراچی (اسٹاف رپورٹر) شہر کے مختلف علاقوں میں شہریوں کو درپیش مسائل کے حل کے لیے متعلقہ اداروں کی جانب سے اقدامات کا اعلان کیا گیا ہے۔ حکام کا کہنا ہے کہ ترقیاتی کاموں کو جلد مکمل کیا جائے گا اور عوام کو ریلیف فراہم کیا جائے گا۔ اس موقع پر مختلف شخصیات نے بھی خطاب کیا۔ خبر نمبر 30 بارش کراچی (اسٹاف رپورٹر) شہر کے مختلف علاقوں میں شہریوں کو درپیش مسائل کے حل کے لیے متعلقہ اداروں کی جانب سے اقدامات کا اعلان کیا گیا ہے۔ حکام کا کہنا ہے کہ ترقیاتی کاموں کو جلد مکمل کیا جائے گا اور عوام کو ریلیف فراہم کیا جائے گا۔ اس موقع پر مختلف شخصیات نے بھی خطاب کیا۔ خبر نمبر 31 اسپتال کراچی (اسٹاف رپورٹر) شہر کے مختلف علاقوں میں شہریوں کو درپیش مسائل کے حل کے لیے متعلقہ اداروں کی جانب سے اقدامات کا اعلان کیا گیا ہے۔ حکام کا کہنا ہے کہ ترقیاتی کاموں کو جلد مکمل کیا جائے گا اور عوام کو ریلیف فراہم کیا جائے گا۔ اس موقع پر مختلف شخصیات نے بھی خطاب کیا۔ خبر نمبر 32 سڑکیں کراچی (اسٹاف رپورٹر) شہر کے مختلف علاقوں میں شہریوں کو درپیش مسائل کے حل کے لیے متعلقہ اداروں کی جانب سے اقدامات کا اعلان کیا گیا ہے۔ حکام کا کہنا ہے کہ ترقیاتی کاموں کو جلد مکمل کیا جائے گا اور عوام کو ریلیف فراہم کیا جائے گا۔ اس موقع پر مختلف شخصیات نے بھی خطاب کیا۔ خبر نمبر 33 تعلیم کراچی (اسٹاف رپورٹر) شہر کے مختلف علاقوں میں شہریوں کو درپیش مسائل کے حل کے لیے متعلقہ اداروں کی جانب سے اقدامات کا اعلان کیا گیا ہے۔ حکام کا کہنا ہے کہ ترقیاتی کاموں کو جلد مکمل کیا جائے گا اور عوام کو ریلیف فراہم کیا جائے گا۔ اس موقع پر مختلف شخصیات نے بھی خطاب کیا۔ خبر نمبر 34 واٹر بورڈ کراچی (اسٹاف رپورٹر) شہر کے مختلف علاقوں میں شہریوں کو درپیش مسائل کے حل کے لیے متعلقہ اداروں کی جانب سے اقدامات کا اعلان کیا گیا ہے۔ حکام کا کہنا ہے کہ ترقیاتی کاموں کو جلد مکمل کیا جائے گا اور عوام کو ریلیف فراہم کیا جائے گا۔ اس موقع پر مختلف شخصیات نے بھی خطاب کیا۔ خبر نمبر 35 صحت کراچی (اسٹاف رپورٹر) شہر کے مختلف علاقوں میں شہریوں کو درپیش مسائل کے حل کے لیے متعلقہ اداروں کی جانب سے اقدامات کا اعلان کیا گیا ہے۔ حکام کا کہنا ہے کہ ترقیاتی کاموں کو جلد مکمل کیا جائے گا اور عوام کو ریلیف فراہم کیا جائے گا۔ اس موقع پر مختلف شخصیات نے بھی خطاب کیا۔ خبر نمبر 36 پولیس کراچی (اسٹاف رپورٹر) شہر کے مختلف علاقوں میں شہریوں کو درپیش مسائل کے حل کے لیے متعلقہ اداروں کی جانب سے اقدامات کا اعلان کیا گیا ہے۔ حکام کا کہنا ہے کہ ترقیاتی کاموں کو جلد مکمل کیا جائے گا اور عوام کو ریلیف فراہم کیا جائے گا۔ اس موقع پر مختلف شخصیات نے بھی خطاب کیا۔ خبر نمبر 37 کھیل کراچی (اسٹاف رپورٹر) شہر کے مختلف علاقوں میں شہریوں کو درپیش مسائل کے حل کے لیے متعلقہ اداروں کی جانب سے اقدامات کا اعلان کیا گیا ہے۔ حکام کا کہنا ہے کہ ترقیاتی کاموں کو جلد مکمل کیا جائے گا اور عوام کو ریلیف فراہم کیا جائے گا۔ اس موقع پر مختلف شخصیات نے بھی خطاب کیا۔ خبر نمبر 38 عدالت کراچی (اسٹاف رپورٹر) شہر کے مختلف علاقوں میں شہریوں کو درپیش مسائل کے حل کے لیے متعلقہ اداروں کی جانب سے اقدامات کا اعلان کیا گیا ہے۔ حکام کا کہنا ہے کہ ترقیاتی کاموں کو جلد مکمل کیا جائے گا اور عوام کو ریلیف فراہم کیا جائے گا۔ اس موقع پر مختلف شخصیات نے بھی خطاب کیا۔ [118, 26, 241, 1765]
brief-31: خبر نمبر 31 اسپتال کراچی (اسٹاف رپورٹر) شہر کے مختلف علاقوں میں شہریوں کو درپیش مسائل کے حل کے لیے متعلقہ اداروں کی جانب سے اقدامات کا اعلان کیا گیا ہے۔ حکام کا کہنا ہے کہ ترقیاتی کاموں کو جلد مکمل کیا جائے گا اور عوام کو ریلیف فراہم کیا جائے گا۔ اس موقع پر مختلف شخصیات نے بھی خطاب کیا۔ [122, 430, 238, 562]
brief-27: خبر نمبر 27 اسپتال کراچی (اسٹاف رپورٹر) شہر کے مختلف علاقوں میں شہریوں کو درپیش مسائل کے حل کے لیے متعلقہ اداروں کی جانب سے اقدامات کا اعلان کیا گیا ہے۔ حکام کا کہنا ہے کہ ترقیاتی کاموں کو جلد مکمل کیا جائے گا اور عوام کو ریلیف فراہم کیا جائے گا۔ اس موقع پر مختلف شخصیات نے بھی خطاب کیا۔ [244, 1349, 362, 1481]
brief-29: خبر نمبر 29 شہر کراچی (اسٹاف رپورٹر) شہر کے مختلف علاقوں میں شہریوں کو درپیش مسائل کے حل کے لیے متعلقہ اداروں کی جانب سے اقدامات کا اعلان کیا گیا ہے۔ حکام کا کہنا ہے کہ ترقیاتی کاموں کو جلد مکمل کیا جائے گا اور عوام کو ریلیف فراہم کیا جائے گا۔ اس موقع پر مختلف شخصیات نے بھی خطاب کیا۔ [122, 154, 238, 286]
editorial-para: حکومت نے 5 سال کی کوششوں کے باوجود کراچی میں اسٹریٹ کرائم کا خاتمہ نہیں ہو سکا۔ شہریوں کی جان و مال کا تحفظ ریاست کی بنیادی ذمہ داری ہے اور اس کے لیے محض زبانی دعوے کافی نہیں۔ [608, 184, 957, 216]
brief-13: خبر نمبر 13 پانی کراچی (اسٹاف رپورٹر) شہر کے مختلف علاقوں میں شہریوں کو درپیش مسائل کے حل کے لیے متعلقہ اداروں کی جانب سے اقدامات کا اعلان کیا گیا ہے۔ حکام کا کہنا ہے کہ ترقیاتی کاموں کو جلد مکمل کیا جائے گا اور عوام کو ریلیف فراہم کیا جائے گا۔ اس موقع پر مختلف شخصیات نے بھی خطاب کیا۔ [488, 681, 602, 813]
group-photo [4, 30, 116, 142]
column-5: عید ملن پارٹی میں جماعت اسلامی کے کارکنان کی شرکت خاتم آباد کے پانی کو ٹھیک نے سے منع کر دیا۔جماعت اسلامی گلستان جوہر میں پانی کی فراہمی بحال کرنے کا مطالبہ کراچی (اسٹاف رپورٹر) شہر کے مختلف علاقوں میں شہریوں کو درپیش مسائل کے حل کے لیے متعلقہ اداروں کی جانب سے اقدامات کا اعلان کیا گیا ہے۔ حکام کا کہنا ہے کہ ترقیاتی کاموں کو جلد مکمل کیا جائے گا اور عوام کو ریلیف فراہم کیا جائے گا۔ اس موقع پر مختلف شخصیات نے بھی خطاب کیا۔ خبر نمبر 8 شہر کراچی (اسٹاف رپورٹر) شہر کے مختلف علاقوں میں شہریوں کو درپیش مسائل کے حل کے لیے متعلقہ اداروں کی جانب سے اقدامات کا اعلان کیا گیا ہے۔ حکام کا کہنا ہے کہ ترقیاتی کاموں کو جلد مکمل کیا جائے گا اور عوام کو ریلیف فراہم کیا جائے گا۔ اس موقع پر مختلف شخصیات نے بھی خطاب کیا۔ خبر نمبر 9 عدالت کراچی (اسٹاف رپورٹر) شہر کے مختلف علاقوں میں شہریوں کو درپیش مسائل کے حل کے لیے متعلقہ اداروں کی جانب سے اقدامات کا اعلان کیا گیا ہے۔ حکام کا کہنا ہے کہ ترقیاتی کاموں کو جلد مکمل کیا جائے گا اور عوام کو ریلیف فراہم کیا جائے گا۔ اس موقع پر مختلف شخصیات نے بھی خطاب کیا۔ خبر نمبر 13 پانی کراچی (اسٹاف رپورٹر) شہر کے مختلف علاقوں میں شہریوں کو درپیش مسائل کے حل کے لیے متعلقہ اداروں کی جانب سے اقدامات کا اعلان کیا گیا ہے۔ حکام کا کہنا ہے کہ ترقیاتی کاموں کو جلد مکمل کیا جائے گا اور عوام کو ریلیف فراہم کیا جائے گا۔ اس موقع پر مختلف شخصیات نے بھی خطاب کیا۔ خبر نمبر 14 28 ملزمان کراچی (اسٹاف رپورٹر) شہر کے مختلف علاقوں میں شہریوں کو درپیش مسائل کے حل کے لیے متعلقہ اداروں کی جانب سے اقدامات کا اعلان کیا گیا ہے۔ حکام کا کہنا ہے کہ ترقیاتی کاموں کو جلد مکمل کیا جائے گا اور عوام کو ریلیف فراہم کیا جائے گا۔ اس موقع پر مختلف شخصیات نے بھی خطاب کیا۔ خبر نمبر 15 ماحول کراچی (اسٹاف رپورٹر) شہر کے مختلف علاقوں میں شہریوں کو درپیش مسائل کے حل کے لیے متعلقہ اداروں کی جانب سے اقدامات کا اعلان کیا گیا ہے۔ حکام کا کہنا ہے کہ ترقیاتی کاموں کو جلد مکمل کیا جائے گا اور عوام کو ریلیف فراہم کیا جائے گا۔ اس موقع پر مختلف شخصیات نے بھی خطاب کیا۔ خبر نمبر 10 پولیس کراچی (اسٹاف رپورٹر) شہر کے مختلف علاقوں میں شہریوں کو درپیش مسائل کے حل کے لیے متعلقہ اداروں کی جانب سے اقدامات کا اعلان کیا گیا ہے۔ حکام کا کہنا ہے کہ ترقیاتی کاموں کو جلد مکمل کیا جائے گا اور عوام کو ریلیف فراہم کیا جائے گا۔ اس موقع پر مختلف شخصیات نے بھی خطاب کیا۔ خبر نمبر 11 ٹریفک کراچی (اسٹاف رپورٹر) شہر کے مختلف علاقوں میں شہریوں کو درپیش مسائل کے حل کے لیے متعلقہ اداروں کی جانب سے اقدامات کا اعلان کیا گیا ہے۔ حکام کا کہنا ہے کہ ترقیاتی کاموں کو جلد مکمل کیا جائے گا اور عوام کو ریلیف فراہم کیا جائے گا۔ اس موقع پر مختلف شخصیات نے بھی خطاب کیا۔ خبر نمبر 12 بجلی کراچی (اسٹاف رپورٹر) شہر کے مختلف علاقوں میں شہریوں کو درپیش مسائل کے حل کے لیے متعلقہ اداروں کی جانب سے اقدامات کا اعلان کیا گیا ہے۔ حکام کا کہنا ہے کہ ترقیاتی کاموں کو جلد مکمل کیا جائے گا اور عوام کو ریلیف فراہم کیا جائے گا۔ اس موقع پر مختلف شخصیات نے بھی خطاب کیا۔ [484, 26, 605, 1765]
boycott-sub: سندھ ہائی کورٹ بار کی جانب سے کینٹین میں فروخت پر پابندی کا خیر مقدم کرتے ہیں۔ترجمان [244, 106, 362, 178]
brief-36: خبر نمبر 36 پولیس کراچی (اسٹاف رپورٹر) شہر کے مختلف علاقوں میں شہریوں کو درپیش مسائل کے حل کے لیے متعلقہ اداروں کی جانب سے اقدامات کا اعلان کیا گیا ہے۔ حکام کا کہنا ہے کہ ترقیاتی کاموں کو جلد مکمل کیا جائے گا اور عوام کو ریلیف فراہم کیا جائے گا۔ اس موقع پر مختلف شخصیات نے بھی خطاب کیا۔ [122, 1120, 238, 1252]
brief-38: خبر نمبر 38 عدالت کراچی (اسٹاف رپورٹر) شہر کے مختلف علاقوں میں شہریوں کو درپیش مسائل کے حل کے لیے متعلقہ اداروں کی جانب سے اقدامات کا اعلان کیا گیا ہے۔ حکام کا کہنا ہے کہ ترقیاتی کاموں کو جلد مکمل کیا جائے گا اور عوام کو ریلیف فراہم کیا جائے گا۔ اس موقع پر مختلف شخصیات نے بھی خطاب کیا۔ [122, 1396, 238, 1528]
body-text: کراچی (اسٹاف رپورٹر) شہر کے مختلف علاقوں میں شہریوں کو درپیش مسائل کے حل کے لیے متعلقہ اداروں کی جانب سے اقدامات کا اعلان کیا گیا ہے۔ حکام کا کہنا ہے کہ ترقیاتی کاموں کو جلد مکمل کیا جائے گا اور عوام کو ریلیف فراہم کیا جائے گا۔ اس موقع پر مختلف شخصیات نے بھی خطاب کیا۔ [4, 225, 116, 345]
brief-label: خبر نمبر 40 ٹرانسپورٹ [4, 488, 116, 512]
arrest-box: کلیہ یونیورسٹی کے طلبہ کی گرفتاری قابل مذمت ہے [244, 306, 362, 358]
brief-40: خبر نمبر 40 ٹرانسپورٹ کراچی (اسٹاف رپورٹر) شہر کے مختلف علاقوں میں شہریوں کو درپیش مسائل کے حل کے لیے متعلقہ اداروں کی جانب سے اقدامات کا اعلان کیا گیا ہے۔ حکام کا کہنا ہے کہ ترقیاتی کاموں کو جلد مکمل کیا جائے گا اور عوام کو ریلیف فراہم کیا جائے گا۔ اس موقع پر مختلف شخصیات نے بھی خطاب کیا۔ [4, 489, 116, 632]
